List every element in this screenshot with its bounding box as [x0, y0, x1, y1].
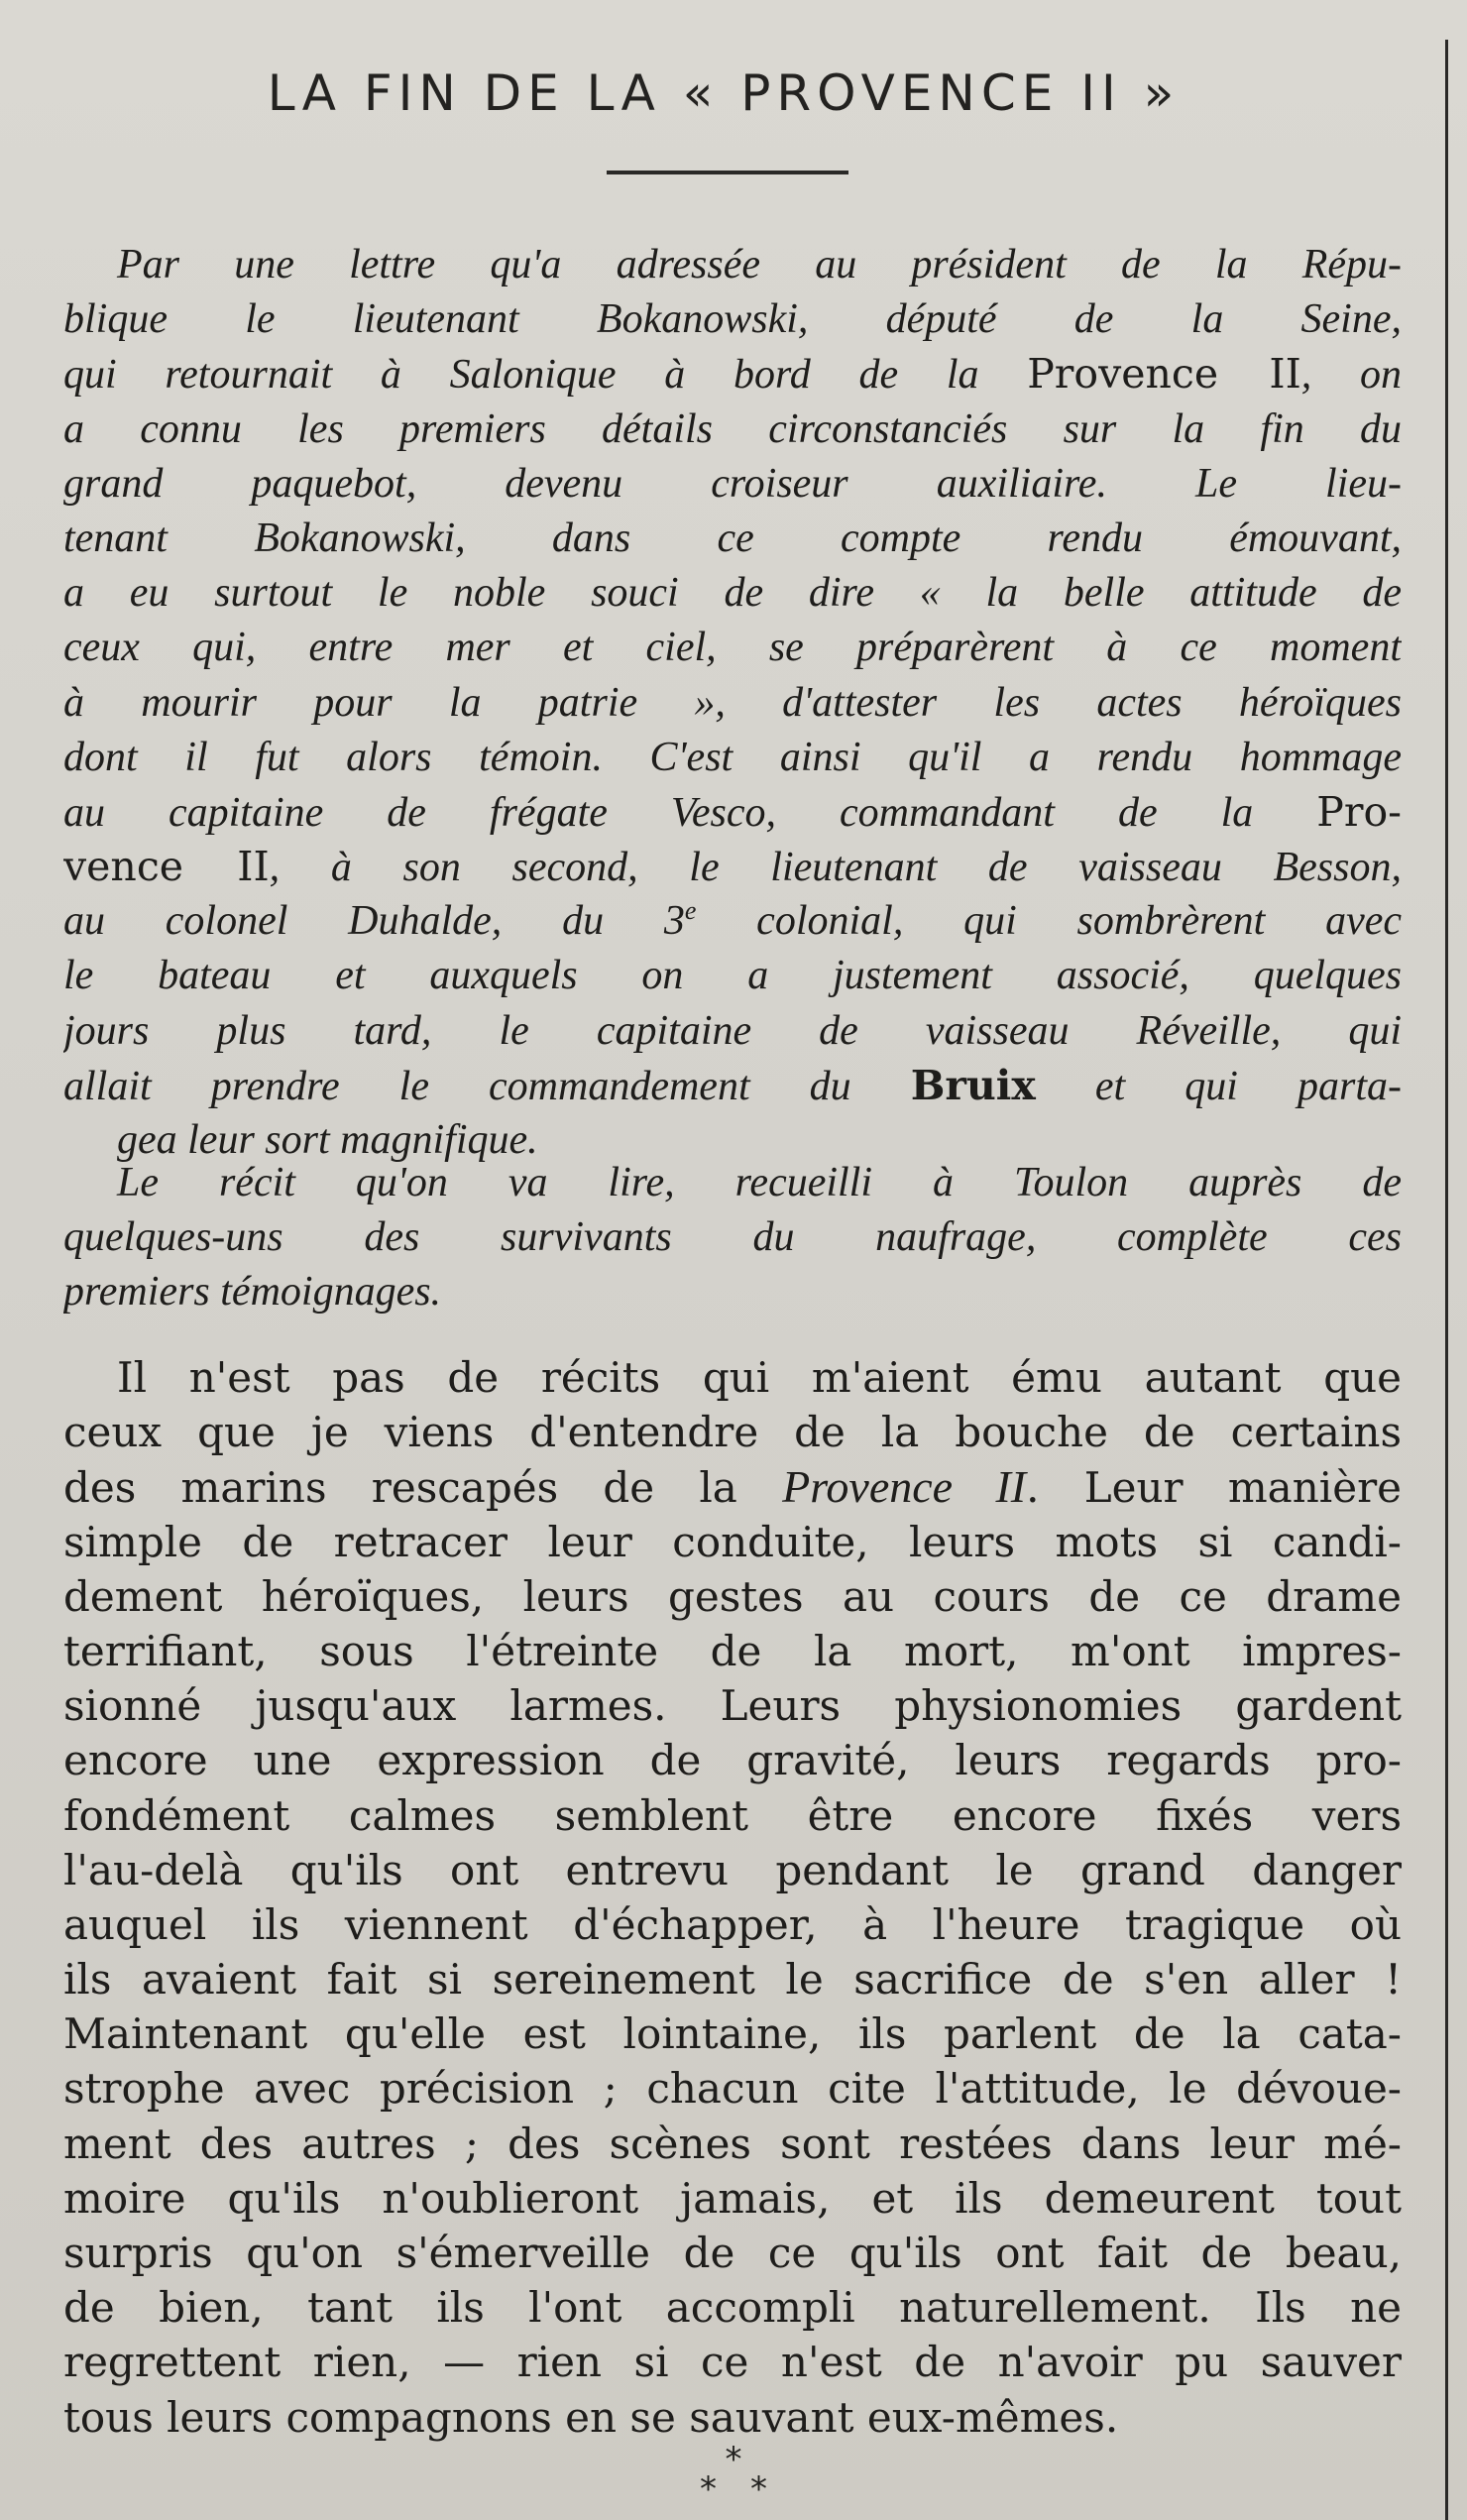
- text-line: de bien, tant ils l'ont accompli naturellement. Ils ne: [63, 2283, 1402, 2333]
- text-line: tenant Bokanowski, dans ce compte rendu émouvant,: [63, 515, 1402, 561]
- text-line: regrettent rien, — rien si ce n'est de n'avoir pu sauver: [63, 2338, 1402, 2387]
- text-line: Par une lettre qu'a adressée au président de la Répu-: [117, 242, 1402, 287]
- text-line: fondément calmes semblent être encore fixés vers: [63, 1790, 1402, 1840]
- ship-name: Pro-: [1316, 787, 1402, 836]
- intro-paragraph-2: [63, 1156, 1402, 1320]
- ship-name: Bruix: [910, 1061, 1036, 1109]
- text-line: dement héroïques, leurs gestes au cours de ce drame: [63, 1571, 1402, 1621]
- text-line: premiers témoignages.: [63, 1269, 442, 1316]
- text-line: ils avaient fait si sereinement le sacrifice de s'en aller !: [63, 1955, 1402, 2005]
- text-line: dont il fut alors témoin. C'est ainsi qu'il a rendu hommage: [63, 734, 1402, 780]
- text-line: blique le lieutenant Bokanowski, député de la Seine,: [63, 296, 1402, 343]
- text-line: des marins rescapés de la Provence II. Leur manière: [63, 1461, 1402, 1513]
- text-line: Il n'est pas de récits qui m'aient ému autant que: [117, 1353, 1402, 1402]
- text-line: strophe avec précision ; chacun cite l'attitude, le dévoue-: [63, 2064, 1402, 2114]
- ship-name: vence II: [63, 843, 270, 891]
- text-line: simple de retracer leur conduite, leurs mots si candi-: [63, 1517, 1402, 1566]
- article-title: LA FIN DE LA « PROVENCE II »: [267, 64, 1181, 122]
- section-break-asterism: [684, 2440, 783, 2509]
- text-line: à mourir pour la patrie », d'attester les actes héroïques: [63, 679, 1402, 726]
- text-line: allait prendre le commandement du Bruix et qui parta-: [63, 1061, 1402, 1109]
- text-line: au capitaine de frégate Vesco, commandant de la Pro-: [63, 787, 1402, 836]
- text-line: a connu les premiers détails circonstanciés sur la fin du: [63, 405, 1402, 452]
- intro-paragraph: [63, 238, 1402, 1168]
- text-line: jours plus tard, le capitaine de vaisseau Réveille, qui: [63, 1007, 1402, 1054]
- asterism-bottom: * *: [700, 2469, 767, 2509]
- superscript: e: [684, 896, 697, 926]
- text-line: moire qu'ils n'oublieront jamais, et ils demeurent tout: [63, 2173, 1402, 2223]
- text-line: qui retournait à Salonique à bord de la Provence II, on: [63, 350, 1402, 399]
- text-line: a eu surtout le noble souci de dire « la belle attitude de: [63, 570, 1402, 617]
- body-paragraph: [63, 1350, 1402, 2445]
- asterism-top: *: [725, 2440, 742, 2479]
- text-line: vence II, à son second, le lieutenant de vaisseau Besson,: [63, 843, 1402, 891]
- text-line: terrifiant, sous l'étreinte de la mort, m'ont impres-: [63, 1626, 1402, 1675]
- text-line: quelques-uns des survivants du naufrage, complète ces: [63, 1214, 1402, 1261]
- ship-name: Provence II: [782, 1461, 1027, 1513]
- text-line: ceux que je viens d'entendre de la bouche de certains: [63, 1408, 1402, 1457]
- ship-name: Provence II: [1027, 350, 1301, 399]
- text-line: sionné jusqu'aux larmes. Leurs physionomies gardent: [63, 1681, 1402, 1731]
- text-line: Le récit qu'on va lire, recueilli à Toulon auprès de: [117, 1160, 1402, 1205]
- text-line: le bateau et auxquels on a justement associé, quelques: [63, 953, 1402, 999]
- text-line: grand paquebot, devenu croiseur auxiliaire. Le lieu-: [63, 460, 1402, 507]
- column-rule: [1445, 40, 1448, 2520]
- title-underline: [607, 171, 848, 174]
- text-line: gea leur sort magnifique.: [117, 1117, 538, 1163]
- text-line: Maintenant qu'elle est lointaine, ils parlent de la cata-: [63, 2009, 1402, 2059]
- text-line: surpris qu'on s'émerveille de ce qu'ils ont fait de beau,: [63, 2229, 1402, 2277]
- text-line: encore une expression de gravité, leurs regards pro-: [63, 1736, 1402, 1785]
- text-line: tous leurs compagnons en se sauvant eux-mêmes.: [63, 2392, 1119, 2442]
- text-line: au colonel Duhalde, du 3e colonial, qui sombrèrent avec: [63, 896, 1402, 945]
- text-line: ceux qui, entre mer et ciel, se préparèrent à ce moment: [63, 625, 1402, 671]
- text-line: auquel ils viennent d'échapper, à l'heure tragique où: [63, 1899, 1402, 1949]
- text-line: l'au-delà qu'ils ont entrevu pendant le grand danger: [63, 1845, 1402, 1894]
- text-line: ment des autres ; des scènes sont restées dans leur mé-: [63, 2119, 1402, 2168]
